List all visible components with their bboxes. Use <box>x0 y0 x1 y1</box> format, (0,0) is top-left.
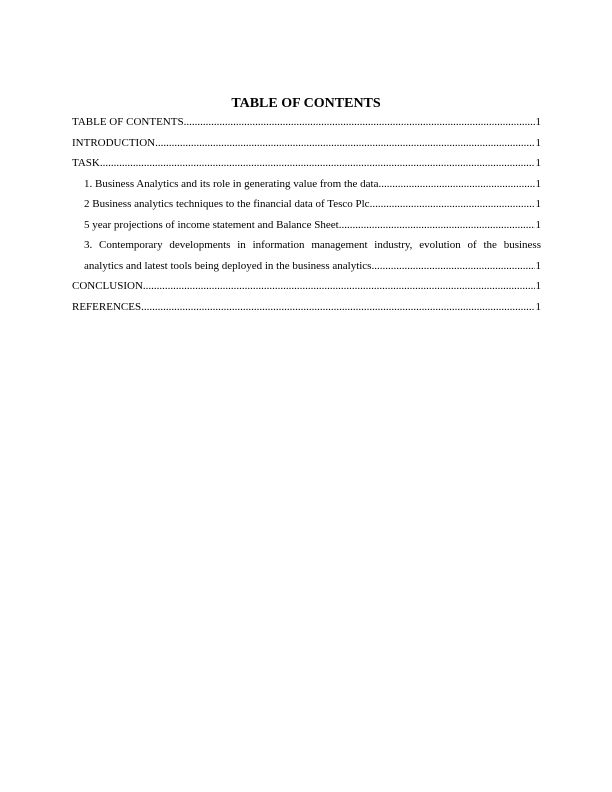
toc-entry-conclusion[interactable] <box>72 276 541 297</box>
toc-entry-table-of-contents[interactable] <box>72 112 541 133</box>
toc-page-number: 1 <box>535 300 541 313</box>
toc-page-number: 1 <box>535 218 541 231</box>
toc-entry-label: 5 year projections of income statement and Balance Sheet <box>84 218 339 231</box>
toc-entry-label: 3. Contemporary developments in information management industry, evolution of the business <box>84 239 541 251</box>
dot-leader <box>143 276 535 297</box>
toc-list <box>72 112 541 317</box>
dot-leader <box>339 215 535 236</box>
dot-leader <box>371 256 534 277</box>
toc-entry-label: 1. Business Analytics and its role in generating value from the data <box>84 177 379 190</box>
dot-leader <box>155 133 534 154</box>
toc-page-number: 1 <box>535 157 541 169</box>
toc-entry-label: analytics and latest tools being deployed in the business analytics <box>84 259 372 272</box>
dot-leader <box>141 297 534 318</box>
toc-entry-label: TABLE OF CONTENTS <box>72 116 184 128</box>
toc-entry-label: TASK <box>72 157 100 169</box>
toc-entry-references[interactable] <box>72 297 541 318</box>
toc-page-number: 1 <box>535 259 541 272</box>
toc-entry-introduction[interactable] <box>72 133 541 154</box>
toc-page-number: 1 <box>535 198 541 210</box>
dot-leader <box>184 112 535 133</box>
toc-entry-label: INTRODUCTION <box>72 136 156 149</box>
toc-entry-label: REFERENCES <box>72 300 142 313</box>
toc-entry-task[interactable] <box>72 153 541 174</box>
dot-leader <box>370 194 535 215</box>
toc-page-number: 1 <box>535 280 541 292</box>
toc-page-number: 1 <box>535 136 541 149</box>
toc-entry-five-year-projections[interactable] <box>72 215 541 236</box>
toc-page-number: 1 <box>535 177 541 190</box>
dot-leader <box>379 174 535 195</box>
toc-heading: TABLE OF CONTENTS <box>231 96 381 111</box>
toc-entry-business-analytics-role[interactable] <box>72 174 541 195</box>
toc-entry-analytics-techniques-tesco[interactable] <box>72 194 541 215</box>
toc-entry-contemporary-developments-line2[interactable] <box>72 256 541 277</box>
dot-leader <box>100 153 535 174</box>
toc-entry-contemporary-developments-line1[interactable] <box>72 235 541 256</box>
toc-entry-label: CONCLUSION <box>72 280 143 292</box>
toc-page-number: 1 <box>535 116 541 128</box>
toc-entry-label: 2 Business analytics techniques to the financial data of Tesco Plc <box>84 198 370 210</box>
